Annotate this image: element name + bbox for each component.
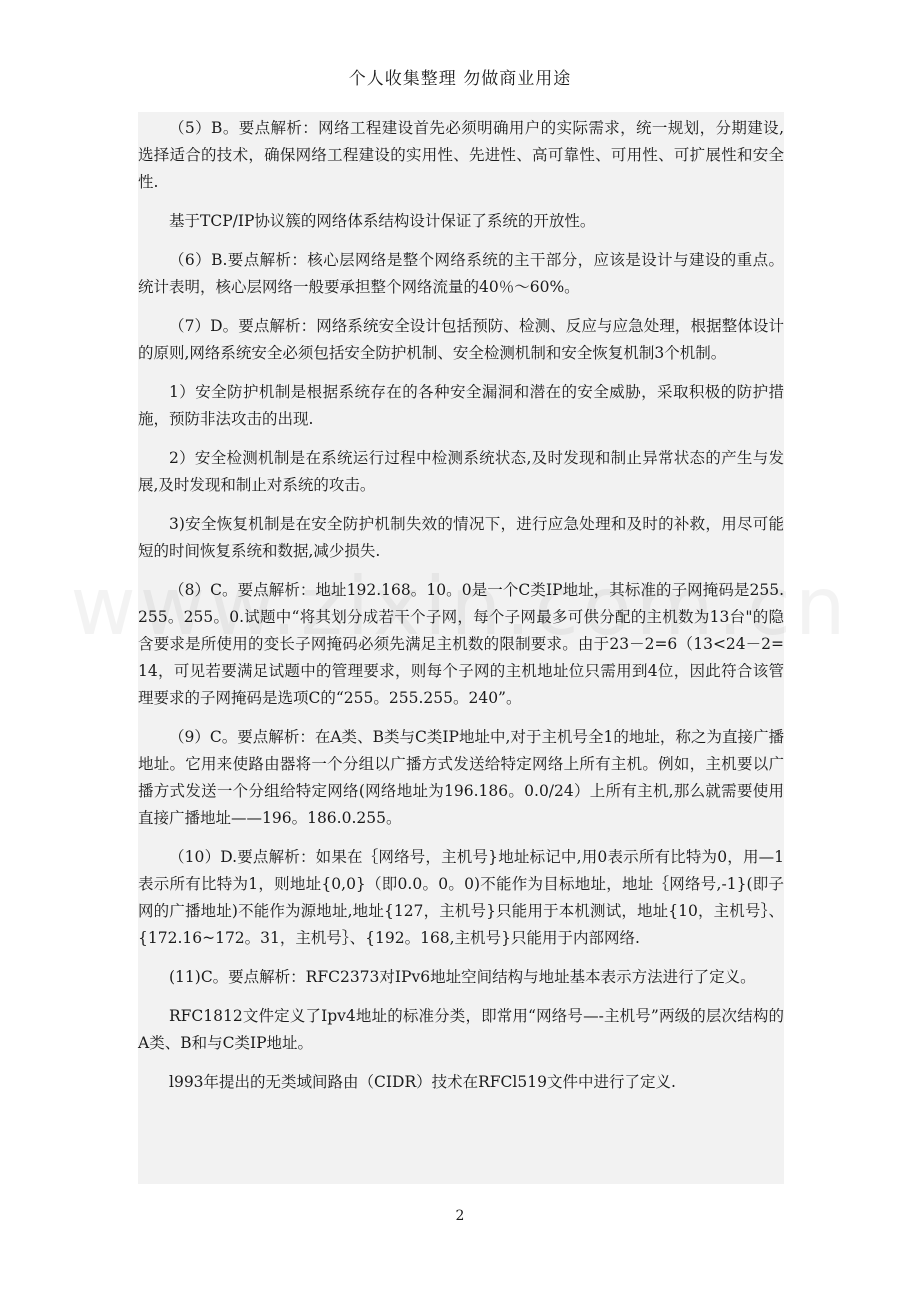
paragraph-7-answer: （7）D。要点解析：网络系统安全设计包括预防、检测、反应与应急处理，根据整体设计的原则,网络系统安全必须包括安全防护机制、安全检测机制和安全恢复机制3个机制。: [138, 317, 784, 362]
page-number: 2: [455, 1208, 465, 1224]
paragraph-detection-mechanism: 2）安全检测机制是在系统运行过程中检测系统状态,及时发现和制止异常状态的产生与发展,及时发现和制止对系统的攻击。: [138, 449, 784, 494]
paragraph-9-answer: （9）C。要点解析：在A类、B类与C类IP地址中,对于主机号全1的地址，称之为直接广播地址。它用来使路由器将一个分组以广播方式发送给特定网络上所有主机。例如，主机要以广播方式发送一个分组给特定网络(网络地址为196.186。0.0/24）上所有主机,那么就需要使用直接广播地址——196。186.0.255。: [138, 728, 784, 827]
paragraph-cidr: l993年提出的无类域间路由（CIDR）技术在RFCl519文件中进行了定义.: [169, 1073, 676, 1091]
page-header: 个人收集整理 勿做商业用途: [348, 69, 572, 89]
paragraph-tcpip: 基于TCP/IP协议簇的网络体系结构设计保证了系统的开放性。: [169, 212, 596, 230]
document-body: [138, 112, 784, 1184]
paragraph-rfc1812: RFC1812文件定义了Ipv4地址的标准分类，即常用“网络号—-主机号”两级的层次结构的A类、B和与C类IP地址。: [138, 1007, 784, 1052]
paragraph-5-answer: （5）B。要点解析：网络工程建设首先必须明确用户的实际需求，统一规划，分期建设,选择适合的技术，确保网络工程建设的实用性、先进性、高可靠性、可用性、可扩展性和安全性.: [138, 119, 784, 191]
paragraph-protection-mechanism: 1）安全防护机制是根据系统存在的各种安全漏洞和潜在的安全威胁，采取积极的防护措施，预防非法攻击的出现.: [138, 383, 784, 428]
paragraph-recovery-mechanism: 3)安全恢复机制是在安全防护机制失效的情况下，进行应急处理和及时的补救，用尽可能短的时间恢复系统和数据,减少损失.: [138, 515, 784, 560]
paragraph-11-answer: (11)C。要点解析：RFC2373对IPv6地址空间结构与地址基本表示方法进行了定义。: [169, 968, 756, 986]
paragraph-8-answer: （8）C。要点解析：地址192.168。10。0是一个C类IP地址，其标准的子网掩码是255.255。255。0.试题中“将其划分成若干个子网，每个子网最多可供分配的主机数为13台"的隐含要求是所使用的变长子网掩码必须先满足主机数的限制要求。由于23－2=6（13<24－2=14，可见若要满足试题中的管理要求，则每个子网的主机地址位只需用到4位，因此符合该管理要求的子网掩码是选项C的“255。255.255。240”。: [138, 581, 784, 707]
paragraph-6-answer: （6）B.要点解析：核心层网络是整个网络系统的主干部分，应该是设计与建设的重点。统计表明，核心层网络一般要承担整个网络流量的40％～60%。: [138, 251, 784, 296]
paragraph-10-answer: （10）D.要点解析：如果在｛网络号，主机号}地址标记中,用0表示所有比特为0，用—1表示所有比特为1，则地址{0,0}（即0.0。0。0)不能作为目标地址，地址｛网络号,-1}(即子网的广播地址)不能作为源地址,地址{127，主机号}只能用于本机测试，地址{10，主机号｝、{172.16~172。31，主机号｝、{192。168,主机号}只能用于内部网络.: [138, 848, 784, 947]
